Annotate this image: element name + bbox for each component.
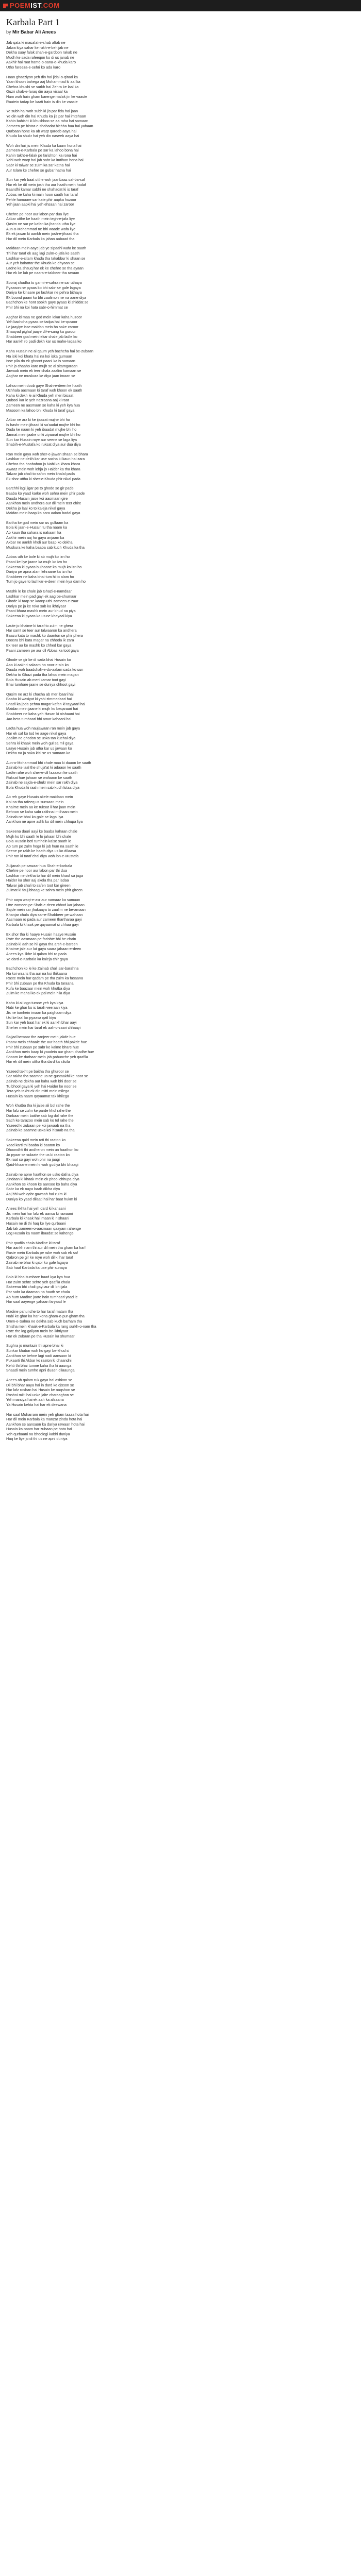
poem-line: Zainab ne apne haathon se usko dafna diya	[6, 1172, 78, 1177]
poem-line: Yazeed ki zubaan pe koi jawaab na tha	[6, 1123, 71, 1128]
poem-line: Kehti thi bhai tumne kaha tha ki aaunga	[6, 1363, 72, 1368]
poem-line: Koi na tha rafeeq us sunsaan mein	[6, 799, 64, 804]
poem-line: Aaj bhi woh qabr gawaah hai zulm ki	[6, 1191, 67, 1196]
poem-line: Ye dard-e-Karbala ka kaleja chir gaya	[6, 956, 68, 961]
poem-line: Phir ran ki taraf chal diya woh ibn-e-Mustafa	[6, 853, 79, 858]
poem-line: Aao ki aakhri salaam ho noor-e-ain ko	[6, 662, 69, 667]
poem-line: Baitha ke god mein sar us gulfaam ka	[6, 520, 69, 525]
poem-line: Baaba ki wasiyat ki yahi zimmedaari hai	[6, 697, 72, 702]
poem-line: Roshni milti hai unke jalte charaaghon se	[6, 1392, 74, 1397]
poem-line: Paanv mein chhaale the aur haath bhi pakde hue	[6, 1039, 87, 1044]
poem-line: Mudh ke sada rafeeqon ko di us janab ne	[6, 55, 74, 60]
poem-line: Sun kar yeh baat har ek ki aankh bhar aayi	[6, 1020, 77, 1025]
poem-line: Khanjar chala diya sar-e-Shabbeer pe wahaan	[6, 912, 83, 917]
poem-line: Khaime jale aur lut gaya saara jahaan-e-deen	[6, 946, 81, 952]
poem-line: Anees likhta hai yeh dard ki kahaani	[6, 1206, 66, 1211]
poem-line: Usi ke laal ko pyaasa qatl kiya	[6, 1015, 56, 1020]
stanza	[6, 589, 336, 619]
logo-text: POEM	[10, 2, 31, 9]
poem-line: Sar rakha tha saamne us ne gustaakhi ke noor se	[6, 1074, 88, 1079]
poem-line: Jab qata ki masafat-e-shab aftab ne	[6, 40, 65, 45]
poem-line: Bachchon ko le ke Zainab chali sar-barahna	[6, 966, 79, 971]
poem-line: Thi har taraf ek aag lagi zulm-o-jafa ke saath	[6, 250, 80, 256]
poem-line: Chehra khushi se surkh hai Zehra ke laal ka	[6, 84, 79, 89]
poem-line: Jis mein hai har lafz ek aansu ki rawaani	[6, 1211, 73, 1216]
stanza	[6, 177, 336, 207]
poem-line: Nabi ke ghar ko is tarah veeraan kiya	[6, 1005, 68, 1010]
stanza	[6, 863, 336, 893]
site-header	[0, 0, 361, 11]
site-logo[interactable]	[3, 2, 60, 9]
poem-line: Abbas uth ke bole ki ab mujh ko izn ho	[6, 554, 70, 560]
poem-line: Shisha mein khaak-e-Karbala ka rang surkh-o-nam tha	[6, 1324, 96, 1329]
poem-line: Tera yeh takht ek din mitti mein milega	[6, 1089, 70, 1094]
poem-line: Har saal aayenge yahaan faryaad le	[6, 1299, 66, 1304]
poem-line: Ab hum Madine jaate hain tumhaari yaad le	[6, 1294, 78, 1299]
poem-line: Sun kar yeh baat utthe woh jaanbaaz saf-ba-saf	[6, 177, 85, 182]
poem-line: Yaad karti thi baaba ki baaton ko	[6, 1142, 60, 1147]
poem-line: Ladte rahe woh sher-e-dil fazaaon ke saath	[6, 770, 78, 775]
poem-line: Dauda Husain jaise koi aasmaan gire	[6, 496, 68, 501]
poem-line: Dhoondhti thi andheron mein un haathon ko	[6, 1147, 78, 1153]
poem-line: Aankhon mein andhera aur dil mein teer chire	[6, 501, 81, 506]
logo-text-suffix: .COM	[41, 2, 60, 9]
stanza	[6, 1309, 336, 1339]
poem-line: Sooraj chadha to garmi-e-sahra ne sar uthaya	[6, 280, 82, 285]
poem-line: Shabbeer ne kaha bhai tum hi to alam ho	[6, 574, 74, 579]
poem-line: Aankhon se khoon ke aansoo ko baha diya	[6, 1181, 77, 1187]
poem-line: Abbas ne kaha ki main hoon saath har taraf	[6, 192, 78, 197]
poem-line: Har aankh ro padi dekh kar us mahe-laqaa ko	[6, 339, 81, 344]
poem-line: Dekha na ja saka kisi se us samaan ko	[6, 751, 71, 756]
poem-line: Bola ki bhai tumhare baad kya kya hua	[6, 1275, 70, 1280]
poem-line: Jis ne tumhein imaan ka paighaam diya	[6, 1010, 72, 1015]
poem-line: Sakeena bhi chali gayi aur dil bhi jala	[6, 1284, 68, 1290]
poem-line: Ran mein gaya woh sher-e-jawan shaan se bhara	[6, 451, 88, 456]
poem-line: Lashkar mein pad gayi ek aag be-shumaar	[6, 594, 77, 599]
poem-line: Kufa ke baazaar mein woh khutba diya	[6, 986, 70, 991]
poem-line: Doosra bhi kata magar na chhoda ik zara	[6, 638, 74, 643]
stanza	[6, 383, 336, 413]
poem-line: Zameen ne aasmaan se kaha ki yeh kya hua	[6, 403, 80, 408]
poem-line: Chehra tha hoobahoo jo Nabi ka khara khara	[6, 461, 80, 466]
poem-line: Jannat mein jaake unki ziyaarat mujhe bhi ho	[6, 432, 80, 437]
poem-line: Na koi waaris tha aur na koi thikaana	[6, 971, 67, 976]
poem-line: Aun-o-Mohammad ne bhi waade wafa liye	[6, 226, 76, 231]
poem-line: Dil bhi bhar aaya hai in dard ke qisson se	[6, 1382, 74, 1387]
poem-line: Asghar ne muskura ke diya jaan imaan se	[6, 374, 75, 379]
poem-line: Zulmat ki fauj bhaag ke sahra mein phir gireen	[6, 888, 83, 893]
poem-line: Dauda woh baadshah-e-do-aalam sada ko sun	[6, 667, 84, 672]
poem-line: Har saal Muharram mein yeh gham taaza hota hai	[6, 1412, 89, 1417]
poem-line: Ek boond paani ko bhi zaalimon ne na aane diya	[6, 295, 87, 300]
poem-line: Aakhir mein aaj ho gaya anjaam ka	[6, 535, 64, 540]
poem-line: Sab haal Karbala ka use phir sunaya	[6, 1265, 67, 1270]
poem-line: Akbar ne aankh kholi aur baap ko dekha	[6, 540, 73, 545]
poem-line: Lashkar ne dekh kar use socha ki kaun hai zara	[6, 456, 85, 462]
stanza	[6, 280, 336, 310]
poem-line: Laute jo khaime ki taraf to zulm ne ghera	[6, 623, 73, 628]
poem-line: Har dil mein Karbala ka jahan aabaad tha	[6, 236, 75, 241]
poem-line: Maidan mein jaane ki mujh ko beqaraari hai	[6, 706, 78, 711]
poem-line: Baandhi kamar sabhi ne shahadat ki is taraf	[6, 187, 78, 192]
poem-line: Yaan khoon bahega aaj Mohammad ki aal ka	[6, 79, 80, 84]
poem-line: Qaid-khaane mein hi woh gudiya bhi bhaagi	[6, 1162, 78, 1167]
poem-line: Sheher mein har taraf ek aah-o-zaari chhaayi	[6, 1025, 81, 1030]
poem-line: Chehre pe noor aur labon par dua liye	[6, 211, 69, 216]
poem-line: Zainab ne bhai ki qabr ko gale lagaya	[6, 1260, 68, 1265]
stanza	[6, 829, 336, 859]
stanza	[6, 1206, 336, 1236]
poem-line: Shabbeer ne kaha yeh Hasan ki nishaani hai	[6, 711, 80, 717]
poem-line: Sakeena ki pyaas ka us ne khayaal kiya	[6, 613, 72, 618]
poem-line: Sakeena qaid mein roti thi raaton ko	[6, 1138, 66, 1142]
poem-line: Yeh qurbaani na bhoolegi kabhi duniya	[6, 1431, 70, 1436]
poem-line: Bola ki jaan-e-Husain tu tha naam ka	[6, 525, 67, 530]
poem-line: Laaye Husain jab utha kar us jawaan ko	[6, 745, 72, 751]
poem-line: Sabr ka ek naya baab dikha diya	[6, 1187, 60, 1192]
poem-line: Muskura ke kaha baaba sab kuch Khuda ka tha	[6, 545, 85, 550]
poem-line: Karbala ki khaak pe qayaamat si chhaa gayi	[6, 922, 79, 927]
poem-line: Shadi ka joda pehna magar kafan ki tayyaari hai	[6, 701, 86, 706]
poem-line: Ek shor tha ki haaye Husain haaye Husain	[6, 931, 76, 937]
poem-line: Phir bhi zubaan pe tha Khuda ka taraana	[6, 980, 74, 986]
stanza	[6, 109, 336, 139]
poem-line: Uchhala aasmaan ki taraf woh khoon ek saath	[6, 388, 83, 393]
stanza	[6, 520, 336, 550]
stanza	[6, 1035, 336, 1064]
poem-line: Haider ka sher aaj akela tha par ladaa	[6, 878, 69, 883]
poem-line: Aun-o-Mohammad bhi chale maa ki duaon ke saath	[6, 760, 91, 765]
poem-line: Kaha ki ai logo tumne yeh kya kiya	[6, 1000, 63, 1005]
poem-line: Sach ke tarazoo mein sab ko tol rahe the	[6, 1118, 74, 1123]
poem-line: Sajde mein sar jhukaaya to zaalim ne be-amaan	[6, 907, 86, 912]
poem-line: Aankhon se behne lagi nadi aansuon ki	[6, 1353, 71, 1358]
poem-line: Aur yeh bahattar the Khuda ke dhyaan se	[6, 261, 75, 266]
poem-line: Husain ka naam har zubaan pe hota hai	[6, 1427, 72, 1432]
poem-line: Hum woh hain gham karenge malak jin ke vaaste	[6, 94, 88, 99]
poem-line: Paani ke liye jaane ka mujh ko izn ho	[6, 560, 68, 565]
poem-line: Ye subh hai woh subh ki jis par fida hai jaan	[6, 109, 78, 114]
stanza	[6, 452, 336, 482]
poem-line: Jawaab mein ek teer chala zaalim kamaan se	[6, 368, 81, 374]
poem-line: Phir aaya waqt-e-asr aur namaaz ka samaan	[6, 897, 80, 903]
poem-line: Har ek ke lab pe naara-e-takbeer tha ravaan	[6, 270, 79, 276]
poem-line: Madine pahunche to har taraf matam tha	[6, 1309, 73, 1314]
poem-line: Baaba ko yaad karke woh sehra mein phir pade	[6, 490, 85, 496]
poem-line: Jab tak zameen-o-aasmaan qaayam rahenge	[6, 1226, 81, 1231]
poem-line: Zindaan ki khaak mein ek phool chhupa diya	[6, 1177, 79, 1182]
stanza	[6, 1138, 336, 1167]
poem-line: Aankhon se aansuon ka dariya rawaan hota hai	[6, 1421, 85, 1427]
poem-line: Mashk le ke chale jab Ghazi-e-namdaar	[6, 589, 72, 594]
poem-line: Zainab ne sajda-e-shukr mein sar rakh diya	[6, 780, 78, 785]
poem-line: Ladta hua woh naujawaan ran mein jab gaya	[6, 726, 80, 731]
poem-line: Chehre pe noor aur labon par thi dua	[6, 868, 67, 873]
poem-line: Kaha Husain ne ai qaum yeh bachcha hai be-zubaan	[6, 349, 94, 354]
poem-line: Karbala ki khaak hai imaan ki nishaani	[6, 1216, 70, 1221]
poem-line: Utho fareeza-e-sehri ko ada karo	[6, 64, 61, 70]
poem-line: Aasmaan ro pada aur zameen thartharaa gayi	[6, 917, 82, 922]
stanza	[6, 40, 336, 70]
poem-line: Zainab ne dekha aur kaha woh bhi door se	[6, 1079, 77, 1084]
poem-line: Isse pila do ek ghoont paani ka is samaan	[6, 359, 75, 364]
poem-line: Log Husain ka naam ibaadat se kahenge	[6, 1231, 74, 1236]
poem-line: Zainab ke saamne uska koi hisaab na tha	[6, 1128, 75, 1133]
poem-line: Dekha jo laal ko to kaleja nikal gaya	[6, 505, 65, 511]
poem-line: Zainab ne bhai ko gale se laga liya	[6, 814, 63, 819]
poem-line: Pyaason ne pyaas ko bhi sabr se gale lagaya	[6, 285, 81, 290]
poem-line: Shaadi mein tumhe apni duaen dilaaunga	[6, 1368, 75, 1373]
poem-line: Ruksat hue jahaan se wafaaon ke saath	[6, 775, 72, 780]
stanza	[6, 1001, 336, 1030]
poem-line: Mujh ko bhi saath le lo jahaan bhi chale	[6, 834, 71, 839]
poem-line: Sughra jo muntazir thi apne bhai ki	[6, 1343, 63, 1348]
poem-line: Asghar ki maa ne god mein lekar kaha huzoor	[6, 314, 82, 319]
stanza	[6, 1172, 336, 1202]
stanza	[6, 75, 336, 105]
poem-line: Qasim ne sar pe kafan ka jhanda utha liye	[6, 222, 76, 226]
poem-line: Kahin takht-e-falak pe farishton ka rona hai	[6, 152, 77, 158]
poem-line: Raste mein Karbala pe ruke woh sab ek saf	[6, 1250, 78, 1255]
poem-line: Nabi ke ghar ka har kona gham-e-pur-gham tha	[6, 1314, 85, 1319]
poem-line: Har lafz roshan hai Husain ke naqshon se	[6, 1387, 75, 1393]
stanza	[6, 692, 336, 722]
poem-line: Har ek ke dil mein josh tha aur haath mein hadaf	[6, 182, 86, 187]
poem-body	[6, 40, 336, 1442]
poem-line: Maidaan mein aaye jab ye sipaahi wafa ke saath	[6, 246, 87, 251]
poem-line: Har dil mein Karbala ka manzar zinda hota hai	[6, 1417, 83, 1422]
stanza	[6, 623, 336, 653]
poem-line: Shaayad pighal jaaye dil-e-sang ka guroor	[6, 329, 76, 334]
poem-line: Darbaar mein baithe sab log dol rahe the	[6, 1113, 74, 1118]
poem-line: Bola Khuda ki raah mein sab kuch lutaa diya	[6, 785, 79, 790]
poem-line: Ab kaun tha sahara is nakaam ka	[6, 530, 61, 535]
poem-line: Ab tum pe zulm hoga ki jab hum na saath le	[6, 843, 78, 849]
poem-line: Aakhir hai raat hamd-o-sana-e-khuda karo	[6, 60, 76, 65]
poem-line: Aankhon mein baap ki yaadein aur gham chadhe hue	[6, 1049, 94, 1055]
poem-line: Jao beta tumhaari bhi amar kahaani hai	[6, 716, 72, 721]
poem-line: Phir bhi zubaan pe sabr ke kalme bhare hue	[6, 1044, 79, 1049]
poem-line: Dada ke naam ki yeh ibaadat mujhe bhi ho	[6, 427, 77, 432]
poem-line: Baazu kata to mashk ko daanton se phir phera	[6, 633, 83, 638]
poem-line: Ab reh gaye Husain akele maidaan mein	[6, 794, 73, 800]
poem-line: Har ek saf ko tod ke aage nikal gaya	[6, 731, 67, 736]
poem-line: Dariya pe apna alam lehraane ka izn ho	[6, 569, 72, 574]
poem-line: Tu bhool gaya ki yeh hai Haider ke noor se	[6, 1083, 77, 1089]
poem-line: Raste mein har qadam pe tha zulm ka fasaana	[6, 976, 84, 981]
poem-line: Aur Islam ke chehre se gubar hatna hai	[6, 167, 71, 173]
poem-line: Har lafz se zulm ke parde khol rahe the	[6, 1108, 71, 1113]
logo-mark-icon	[3, 4, 8, 8]
poem-line: Ye din woh din hai Khuda ka jis par hai imtehaan	[6, 113, 86, 118]
poem-line: Bhai tumhare jaane se duniya chhoot gayi	[6, 682, 75, 687]
stanza	[6, 966, 336, 996]
poem-line: Dekha suay falak shah-e-gardoon rakab ne	[6, 50, 77, 55]
byline-label: by	[6, 29, 11, 35]
poem-line: Talwar jab chali to safen toot kar gireen	[6, 883, 71, 888]
poem-line: Qubool kar le yeh nazraana aaj ki raat	[6, 398, 69, 403]
poem-line: Yeh jaan aapki hai yeh ehsaan hai zaroor	[6, 202, 74, 207]
poem-line: Ladne ka shauq har ek ke chehre se tha ayaan	[6, 265, 84, 270]
poem-line: Paani zameen pe aur dil Abbas ka toot gaya	[6, 648, 79, 653]
stanza	[6, 1343, 336, 1373]
poem-line: Ek raat so gayi woh phir na jaagi	[6, 1157, 60, 1162]
poem-line: Akbar utthe ke haath mein tegh-e-jafa liye	[6, 216, 75, 222]
stanza	[6, 932, 336, 962]
poem-line: Pehle hamaare sar kate phir aapka huzoor	[6, 197, 76, 202]
poem-line: Yazeed takht pe baitha tha ghuroor se	[6, 1069, 69, 1074]
stanza	[6, 657, 336, 687]
poem-line: Ya Husain kehta hai har ek deewana	[6, 1402, 67, 1407]
poem-line: Sunkar khabar woh ho gayi be-khud si	[6, 1348, 70, 1353]
poem-line: Ek ek jawan ki aankh mein josh-e-jihaad tha	[6, 231, 79, 236]
poem-line: Talwar jab chali to safon mein khalal pada	[6, 471, 75, 477]
poem-line: Zaalim ne ghodon se uska tan kuchal diya	[6, 736, 76, 741]
poem-line: Kahin bahisht ki khushboo se aa raha hai samaan	[6, 118, 89, 124]
poem-line: Zameen-e-Karbala pe sar ka lahoo bona hai	[6, 148, 79, 153]
poem-line: Qurbaan hone ka ab waqt qareeb aaya hai	[6, 128, 77, 133]
poem-line: Sabr ki talwar se zulm ka sar katna hai	[6, 163, 70, 168]
poem-line: Pukaarti thi Akbar ko raaton ki chaandni	[6, 1358, 72, 1363]
poem-line: Har samt se teer aur talwaaron ka andhera	[6, 628, 77, 633]
poem-line: Le jaayiye isse maidan mein ho sake zaroor	[6, 324, 78, 329]
poem-line: Seene pe rakh ke haath diya us ko dilaasa	[6, 849, 76, 854]
poem-line: Har ek zubaan pe tha Husain ka shumaar	[6, 1333, 75, 1338]
poem-line: Par sabr ka daaman na haath se chala	[6, 1290, 70, 1295]
poem-line: Raatein tadap ke kaati hain is din ke vaaste	[6, 99, 78, 104]
stanza	[6, 246, 336, 276]
poem-title: Karbala Part 1	[6, 17, 60, 27]
poem-line: Woh din hai jis mein Khuda ka kaam hona hai	[6, 143, 81, 148]
poem-line: Jalwa kiya sahar ke rukh-e-behijab ne	[6, 45, 69, 50]
poem-line: Bola Husain ab meri kamar toot gayi	[6, 677, 66, 682]
poem-line: Yeh marsiya hai ek aah ka afsaana	[6, 1397, 64, 1402]
poem-line: Har zulm sehte sehte yeh qaafila chala	[6, 1279, 70, 1284]
poem-line: Phir jo chaaho karo mujh se ai sitamgaraan	[6, 363, 78, 368]
stanza	[6, 1275, 336, 1304]
poem-line: Akbar ne arz ki ke ijaazat mujhe bhi ho	[6, 417, 70, 422]
stanza	[6, 1241, 336, 1270]
poem-line: Phir qaafila chala Madine ki taraf	[6, 1240, 60, 1245]
stanza	[6, 212, 336, 242]
poem-line: Jo pyaar se sulaate the us ki raaton ko	[6, 1152, 70, 1157]
poem-line: Qabron pe gir ke roye woh dil ki har taraf	[6, 1255, 73, 1260]
poem-byline	[6, 29, 336, 35]
poem-line: Khaime mein aa ke ruksat li har jaan mein	[6, 804, 75, 809]
poem-line: Shaam ke darbaar mein jab pahunche yeh qaafila	[6, 1054, 88, 1059]
poem-line: Dariya ke kinaare pe lashkar ne pehra bithaya	[6, 290, 82, 295]
poem-line: Anees kya likhe ki qalam bhi ro pada	[6, 952, 67, 956]
poem-line: Na iski koi khata hai na koi iska gumaan	[6, 353, 72, 359]
poem-line: Lashkar-e-sitam khada tha takabbur ki shaan se	[6, 256, 86, 261]
poem-line: Kaha ki dekh le ai Khuda yeh meri bisaat	[6, 393, 74, 398]
stanza	[6, 760, 336, 790]
poem-line: Dekha to Ghazi pada tha lahoo mein magan	[6, 672, 79, 677]
poem-line: Lashkar ne dekha to har dil mein khauf sa jaga	[6, 873, 84, 878]
poem-line: Zameen pe bistar-e-shahadat bichha hua hai yahaan	[6, 123, 93, 128]
poem-line: Ghode se gir ke di sada bhai Husain ko	[6, 657, 71, 663]
stanza	[6, 794, 336, 824]
stanza	[6, 349, 336, 379]
poem-line: Dariya pe ja ke roka sab ka ikhtiyaar	[6, 603, 66, 608]
poem-line: Khuda ka shukr hai yeh din naseeb aaya hai	[6, 133, 79, 139]
poem-line: Phir bhi na koi hata sabr-o-himmat se	[6, 304, 68, 310]
poem-line: Har ek dil mein uttha tha dard ka silsila	[6, 1059, 70, 1064]
poem-line: Zulm ke mahal ko ek pal mein hila diya	[6, 991, 70, 996]
author-link[interactable]: Mir Babar Ali Anees	[12, 29, 56, 35]
poem-article	[6, 16, 336, 1446]
logo-text-dot: IST	[30, 2, 41, 9]
poem-line: Zainab ke laal the shuja'at ki adaaon ke saath	[6, 765, 81, 770]
stanza	[6, 417, 336, 447]
poem-line: Yeh bachcha pyaas se tadpa hai be-qusoor	[6, 319, 77, 325]
poem-line: Shabbeer god mein lekar chale jab ladle ko	[6, 334, 77, 339]
poem-line: Bachchon ke hont sookh gaye pyaas ki shiddat se	[6, 300, 89, 305]
poem-line: Paani bhara mashk mein aur khud na piya	[6, 608, 76, 614]
poem-line: Is hashr mein jihaad ki sa'aadat mujhe bhi ho	[6, 422, 80, 427]
poem-line: Haq ke liye jo di thi us ne apni duniya	[6, 1436, 68, 1442]
poem-line: Guzri shab-e-faraq din aaya visaal ka	[6, 89, 68, 94]
stanza	[6, 315, 336, 345]
poem-line: Duniya ko yaad dilaati hai har baat hukm ki	[6, 1196, 77, 1201]
poem-line: Qasim ne arz ki chacha ab meri baari hai	[6, 691, 74, 697]
poem-line: Sehra ki khaak mein woh gul sa mil gaya	[6, 741, 74, 746]
poem-line: Maidan mein baap ka sara aalam badal gaya	[6, 511, 80, 516]
poem-line: Sakeena ki pyaas bujhaane ka mujh ko izn ho	[6, 564, 82, 569]
stanza	[6, 897, 336, 927]
stanza	[6, 1103, 336, 1133]
stanza	[6, 554, 336, 584]
poem-line: Anees ab qalam ruk gaya hai ashkon se	[6, 1377, 72, 1382]
poem-line: Bola Husain beti tumhein kaise saath le	[6, 839, 71, 844]
poem-line: Rote the log galiyon mein be-ikhtiyaar	[6, 1329, 69, 1334]
poem-line: Ek teer aa ke mashk ko chhed kar gaya	[6, 642, 72, 648]
poem-line: Husain ne di thi haq ke liye qurbaani	[6, 1221, 66, 1226]
poem-line: Yahi woh waqt hai jab sabr ka imtihan hona hai	[6, 158, 84, 163]
poem-line: Sakeena dauri aayi ke baaba kahaan chale	[6, 828, 77, 834]
poem-line: Tum jo gaye to lashkar-e-deen mein kya dam ho	[6, 579, 86, 584]
poem-line: Zainab ki aah se hil gaya tha arsh-e-bareen	[6, 941, 78, 946]
poem-line: Ghode ki taap se kaanp uthi zameen-e-zaar	[6, 599, 78, 604]
stanza	[6, 1069, 336, 1099]
poem-line: Husain ka naam qayaamat tak khilega	[6, 1093, 69, 1098]
poem-line: Zuljanah pe sawaar hua Shah-e-karbala	[6, 863, 72, 868]
poem-line: Masoom ka lahoo bhi Khuda ki taraf gaya	[6, 408, 75, 413]
stanza	[6, 143, 336, 173]
poem-line: Sun kar Husain roye aur seene se laga liya	[6, 437, 77, 442]
poem-line: Awaaz mein woh lehja jo Haider ka tha khara	[6, 466, 80, 471]
poem-line: Lahoo mein doob gaye Shah-e-deen ke haath	[6, 383, 82, 388]
poem-line: Aankhon ne apne ashk ko dil mein chhupa liya	[6, 819, 83, 824]
stanza	[6, 486, 336, 516]
stanza	[6, 1378, 336, 1408]
poem-line: Barchhi lagi jigar pe to ghode se gir pade	[6, 486, 74, 491]
poem-line: Woh khutba tha ki jaise ali bol rahe the	[6, 1103, 70, 1108]
poem-line: Umm-e-Salma ne dekha sab kuch barham tha	[6, 1319, 83, 1324]
poem-line: Rote the aasmaan pe farishte bhi be-chain	[6, 937, 76, 942]
stanza	[6, 726, 336, 756]
poem-line: Shabih-e-Mustafa ko ruksat diya aur dua diya	[6, 442, 81, 447]
stanza	[6, 1412, 336, 1442]
poem-line: Haan ghaaziyon yeh din hai jidal-o-qitaal ka	[6, 74, 78, 79]
poem-line: Sajjad bemaar the zanjeer mein jakde hue	[6, 1035, 76, 1040]
poem-line: Utre zameen pe Shah-e-deen chhod kar jahaan	[6, 902, 85, 907]
poem-line: Behnon se kaha sabr rakhna imtihaan mein	[6, 809, 78, 815]
poem-line: Ek shor uttha ki sher-e-Khuda phir nikal pada	[6, 476, 80, 481]
poem-line: Har aankh nam thi aur dil mein tha gham ka harf	[6, 1245, 86, 1250]
